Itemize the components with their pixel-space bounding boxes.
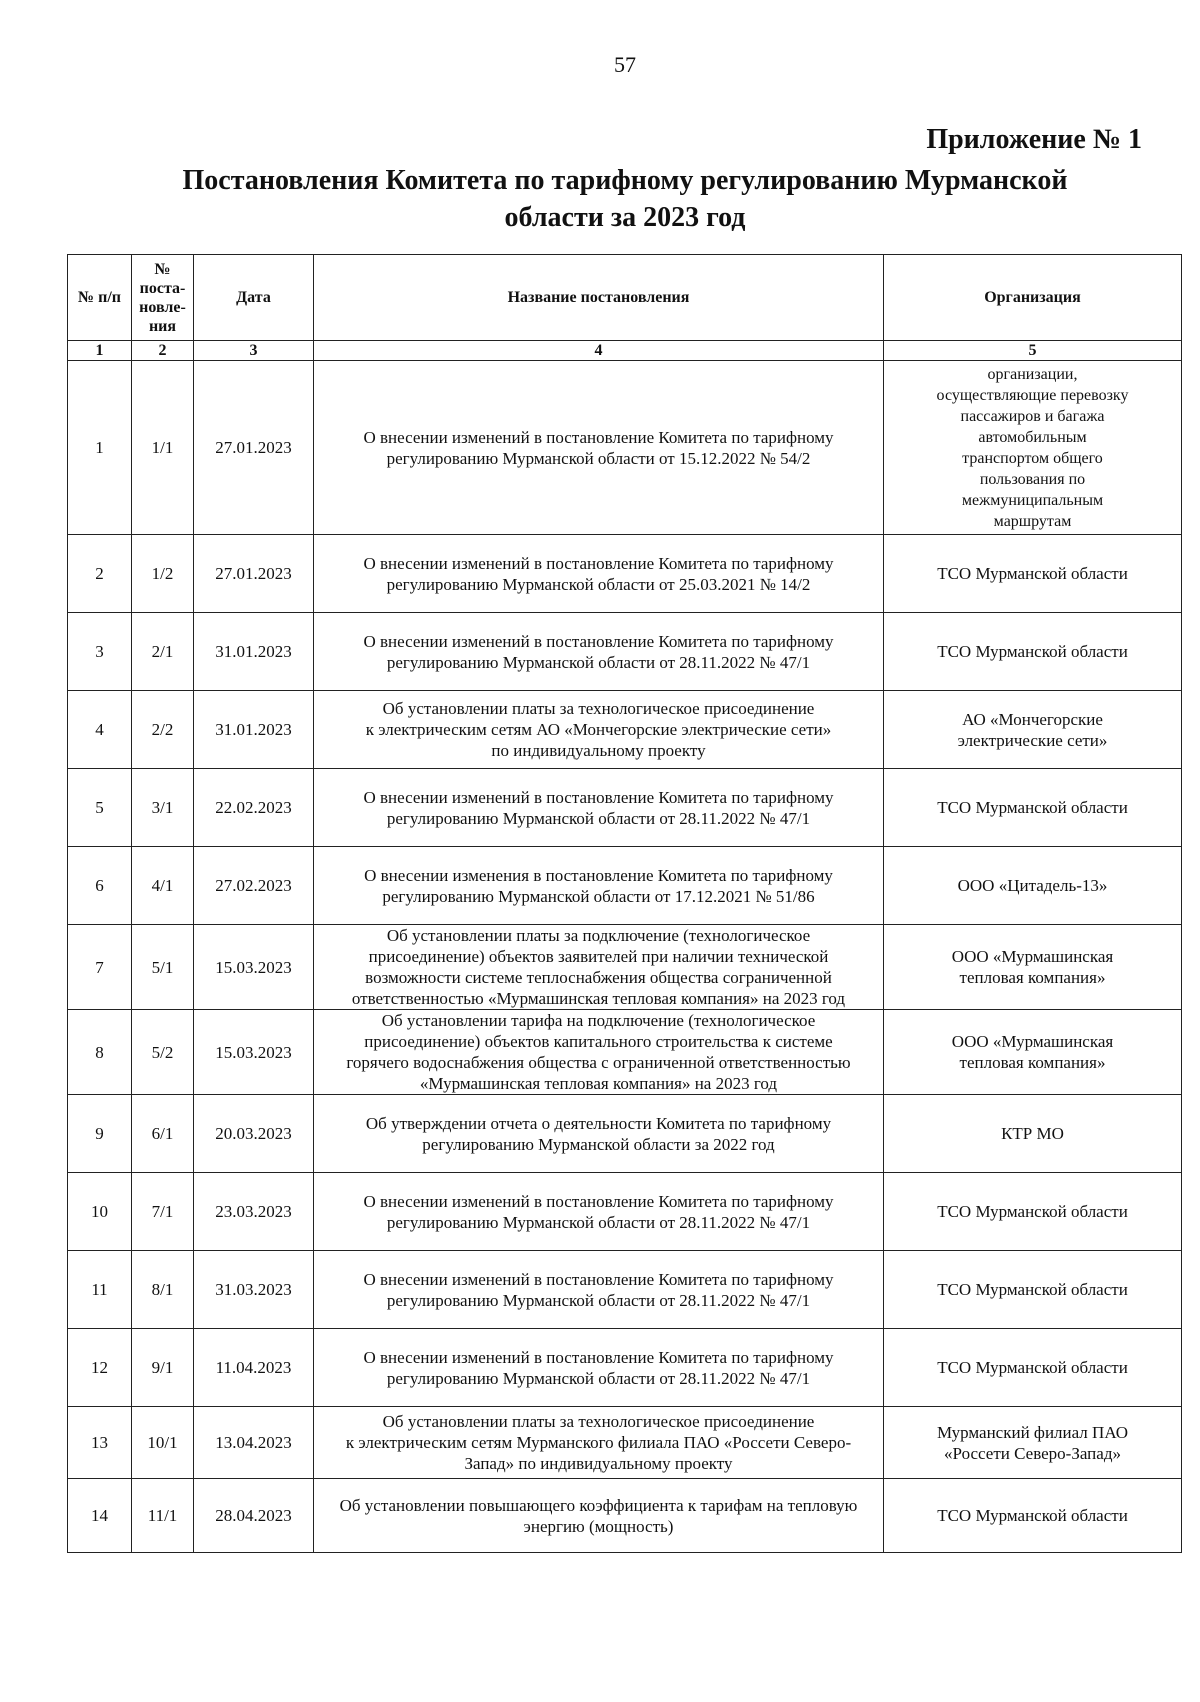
organization-line: ООО «Мурмашинская: [951, 1032, 1114, 1051]
row-organization: [884, 1173, 1182, 1251]
resolution-name-line: «Мурмашинская тепловая компания» на 2023 год: [419, 1074, 778, 1093]
resolution-name-line: регулированию Мурманской области от 28.11.2022 № 47/1: [386, 1212, 811, 1232]
organization-line: ТСО Мурманской области: [937, 1506, 1128, 1525]
resolution-name-line: регулированию Мурманской области за 2022 год: [422, 1134, 775, 1154]
organization-line: КТР МО: [1001, 1124, 1064, 1143]
organization-line: тепловая компания»: [959, 1053, 1106, 1072]
row-index: 6: [68, 847, 132, 925]
row-resolution-name: [314, 535, 884, 613]
row-index: 12: [68, 1329, 132, 1407]
organization-line: осуществляющие перевозку: [936, 386, 1129, 404]
organization-line: Мурманский филиал ПАО: [936, 1422, 1129, 1442]
organization-line: пассажиров и багажа: [960, 407, 1105, 425]
resolution-name-line: регулированию Мурманской области от 28.11.2022 № 47/1: [386, 808, 811, 828]
row-date: 31.01.2023: [194, 613, 314, 691]
table-row: [68, 691, 1182, 769]
row-index: 8: [68, 1010, 132, 1095]
table-row: [68, 613, 1182, 691]
table-row: [68, 847, 1182, 925]
row-date: 15.03.2023: [194, 1010, 314, 1095]
document-title-line: области за 2023 год: [504, 202, 746, 233]
row-index: 10: [68, 1173, 132, 1251]
resolution-name-line: регулированию Мурманской области от 25.03.2021 № 14/2: [386, 574, 811, 594]
table-row: [68, 361, 1182, 535]
row-organization: [884, 1251, 1182, 1329]
row-organization: [884, 691, 1182, 769]
row-resolution-name: [314, 1173, 884, 1251]
row-resolution-name: [314, 361, 884, 535]
resolution-name-line: присоединение) объектов заявителей при наличии технической: [368, 947, 829, 966]
document-title-line: Постановления Комитета по тарифному регулированию Мурманской: [182, 165, 1068, 196]
table-row: [68, 1095, 1182, 1173]
organization-line: электрические сети»: [957, 730, 1108, 750]
document-title: [100, 162, 1150, 236]
resolution-name-line: по индивидуальному проекту: [491, 741, 706, 760]
header-col-name: Название постановления: [314, 255, 884, 341]
row-resolution-name: [314, 1407, 884, 1479]
row-doc-number: 5/2: [132, 1010, 194, 1095]
row-index: 2: [68, 535, 132, 613]
resolution-name-line: к электрическим сетям Мурманского филиала ПАО «Россети Северо-: [345, 1433, 852, 1452]
resolution-name-line: Об утверждении отчета о деятельности Комитета по тарифному: [365, 1113, 832, 1133]
row-resolution-name: [314, 691, 884, 769]
organization-line: тепловая компания»: [959, 968, 1106, 987]
resolution-name-line: Запад» по индивидуальному проекту: [464, 1454, 733, 1473]
organization-line: АО «Мончегорские: [962, 709, 1103, 729]
table-row: [68, 1010, 1182, 1095]
row-organization: [884, 1095, 1182, 1173]
organization-line: ТСО Мурманской области: [937, 1202, 1128, 1221]
header-col-doc-number: № поста-новле-ния: [132, 255, 194, 341]
row-date: 23.03.2023: [194, 1173, 314, 1251]
resolution-name-line: О внесении изменений в постановление Комитета по тарифному: [363, 631, 834, 651]
row-resolution-name: [314, 613, 884, 691]
row-date: 28.04.2023: [194, 1479, 314, 1553]
resolution-name-line: О внесении изменений в постановление Комитета по тарифному: [363, 1191, 834, 1211]
organization-line: транспортом общего: [962, 449, 1103, 467]
row-index: 7: [68, 925, 132, 1010]
organization-line: маршрутам: [993, 512, 1072, 530]
row-resolution-name: [314, 769, 884, 847]
row-organization: [884, 613, 1182, 691]
row-doc-number: 3/1: [132, 769, 194, 847]
resolution-name-line: регулированию Мурманской области от 28.11.2022 № 47/1: [386, 1290, 811, 1310]
resolution-name-line: О внесении изменений в постановление Комитета по тарифному: [363, 553, 834, 573]
row-doc-number: 4/1: [132, 847, 194, 925]
row-index: 5: [68, 769, 132, 847]
resolution-name-line: присоединение) объектов капитального строительства к системе: [364, 1032, 833, 1051]
resolution-name-line: О внесении изменений в постановление Комитета по тарифному: [363, 787, 834, 807]
row-index: 9: [68, 1095, 132, 1173]
table-body: [68, 361, 1182, 1553]
table-row: [68, 1407, 1182, 1479]
row-doc-number: 2/1: [132, 613, 194, 691]
row-date: 22.02.2023: [194, 769, 314, 847]
resolutions-table: [67, 254, 1182, 1553]
resolution-name-line: О внесении изменений в постановление Комитета по тарифному: [363, 427, 834, 447]
row-doc-number: 9/1: [132, 1329, 194, 1407]
row-date: 11.04.2023: [194, 1329, 314, 1407]
resolution-name-line: Об установлении тарифа на подключение (технологическое: [381, 1011, 816, 1030]
row-resolution-name: [314, 925, 884, 1010]
row-doc-number: 5/1: [132, 925, 194, 1010]
organization-line: ООО «Цитадель-13»: [957, 876, 1108, 895]
column-number: 2: [132, 341, 194, 361]
row-organization: [884, 925, 1182, 1010]
organization-line: автомобильным: [978, 428, 1087, 446]
row-resolution-name: [314, 1251, 884, 1329]
resolution-name-line: регулированию Мурманской области от 28.11.2022 № 47/1: [386, 1368, 811, 1388]
table-row: [68, 769, 1182, 847]
organization-line: ТСО Мурманской области: [937, 564, 1128, 583]
organization-line: ТСО Мурманской области: [937, 642, 1128, 661]
organization-line: ТСО Мурманской области: [937, 1280, 1128, 1299]
row-date: 13.04.2023: [194, 1407, 314, 1479]
row-resolution-name: [314, 1095, 884, 1173]
resolution-name-line: О внесении изменений в постановление Комитета по тарифному: [363, 1347, 834, 1367]
organization-line: межмуниципальным: [961, 491, 1104, 509]
row-doc-number: 1/2: [132, 535, 194, 613]
page-number: 57: [614, 52, 636, 77]
row-doc-number: 1/1: [132, 361, 194, 535]
row-organization: [884, 1407, 1182, 1479]
appendix-label: Приложение № 1: [926, 124, 1142, 155]
organization-line: ООО «Мурмашинская: [951, 947, 1114, 966]
row-resolution-name: [314, 1010, 884, 1095]
resolution-name-line: ответственностью «Мурмашинская тепловая компания» на 2023 год: [351, 989, 846, 1008]
row-date: 31.03.2023: [194, 1251, 314, 1329]
header-col-index: № п/п: [68, 255, 132, 341]
row-date: 20.03.2023: [194, 1095, 314, 1173]
row-date: 27.02.2023: [194, 847, 314, 925]
resolution-name-line: Об установлении платы за подключение (технологическое: [386, 926, 811, 945]
row-organization: [884, 1329, 1182, 1407]
table-header-row: [68, 255, 1182, 341]
resolution-name-line: Об установлении платы за технологическое присоединение: [382, 1412, 815, 1431]
resolution-name-line: энергию (мощность): [523, 1516, 674, 1536]
table-row: [68, 1251, 1182, 1329]
organization-line: организации,: [987, 365, 1078, 383]
row-resolution-name: [314, 1479, 884, 1553]
resolution-name-line: О внесении изменения в постановление Комитета по тарифному: [364, 865, 833, 885]
row-index: 14: [68, 1479, 132, 1553]
row-date: 27.01.2023: [194, 361, 314, 535]
table-row: [68, 1173, 1182, 1251]
row-doc-number: 7/1: [132, 1173, 194, 1251]
organization-line: ТСО Мурманской области: [937, 798, 1128, 817]
resolution-name-line: О внесении изменений в постановление Комитета по тарифному: [363, 1269, 834, 1289]
row-doc-number: 11/1: [132, 1479, 194, 1553]
organization-line: пользования по: [979, 470, 1086, 488]
resolution-name-line: регулированию Мурманской области от 28.11.2022 № 47/1: [386, 652, 811, 672]
row-doc-number: 6/1: [132, 1095, 194, 1173]
row-organization: [884, 1010, 1182, 1095]
row-index: 3: [68, 613, 132, 691]
row-index: 11: [68, 1251, 132, 1329]
row-doc-number: 2/2: [132, 691, 194, 769]
header-col-date: Дата: [194, 255, 314, 341]
table-row: [68, 535, 1182, 613]
column-number-row: [68, 341, 1182, 361]
row-organization: [884, 769, 1182, 847]
resolution-name-line: Об установлении платы за технологическое присоединение: [382, 699, 815, 718]
table-row: [68, 1479, 1182, 1553]
row-date: 27.01.2023: [194, 535, 314, 613]
row-doc-number: 10/1: [132, 1407, 194, 1479]
row-doc-number: 8/1: [132, 1251, 194, 1329]
organization-line: «Россети Северо-Запад»: [944, 1443, 1121, 1463]
row-organization: [884, 535, 1182, 613]
table-row: [68, 1329, 1182, 1407]
row-organization: [884, 847, 1182, 925]
header-col-organization: Организация: [884, 255, 1182, 341]
table-row: [68, 925, 1182, 1010]
resolution-name-line: горячего водоснабжения общества с ограниченной ответственностью: [346, 1053, 851, 1072]
resolution-name-line: регулированию Мурманской области от 17.12.2021 № 51/86: [382, 886, 815, 906]
row-index: 4: [68, 691, 132, 769]
column-number: 5: [884, 341, 1182, 361]
row-date: 31.01.2023: [194, 691, 314, 769]
column-number: 4: [314, 341, 884, 361]
column-number: 3: [194, 341, 314, 361]
row-index: 1: [68, 361, 132, 535]
row-organization: [884, 1479, 1182, 1553]
row-date: 15.03.2023: [194, 925, 314, 1010]
resolution-name-line: возможности системе теплоснабжения общества сограниченной: [365, 968, 832, 987]
resolution-name-line: Об установлении повышающего коэффициента к тарифам на тепловую: [339, 1495, 858, 1515]
row-index: 13: [68, 1407, 132, 1479]
organization-line: ТСО Мурманской области: [937, 1358, 1128, 1377]
row-organization: [884, 361, 1182, 535]
resolution-name-line: к электрическим сетям АО «Мончегорские электрические сети»: [365, 720, 832, 739]
row-resolution-name: [314, 1329, 884, 1407]
resolution-name-line: регулированию Мурманской области от 15.12.2022 № 54/2: [386, 448, 811, 468]
column-number: 1: [68, 341, 132, 361]
row-resolution-name: [314, 847, 884, 925]
